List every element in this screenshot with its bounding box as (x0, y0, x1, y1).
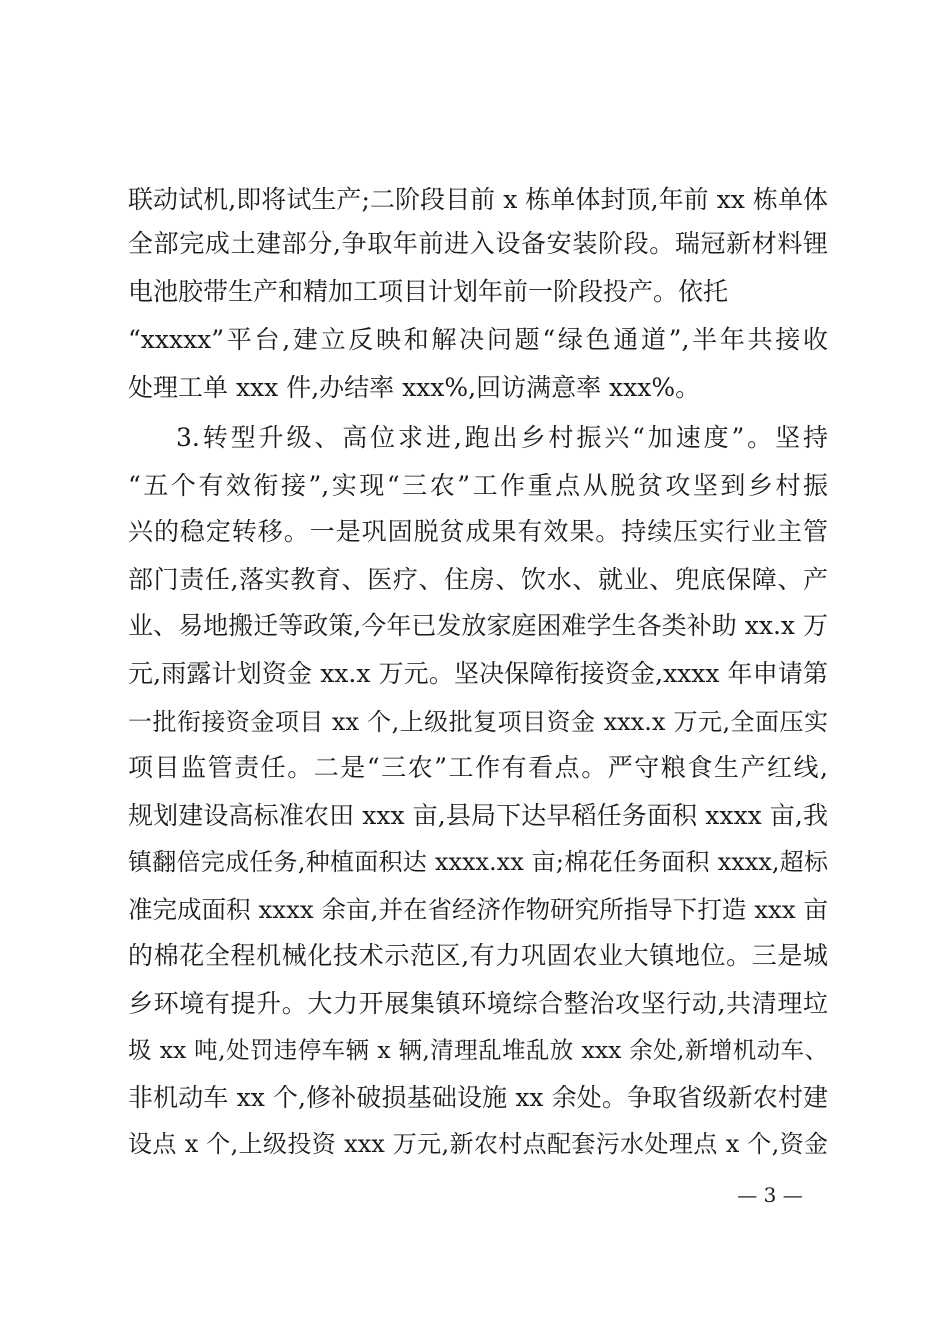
body-text-line: “xxxxx”平台,建立反映和解决问题“绿色通道”,半年共接收 (128, 325, 828, 354)
page-number: — 3 — (737, 1183, 803, 1207)
body-text-line: 非机动车 xx 个,修补破损基础设施 xx 余处。争取省级新农村建 (128, 1083, 828, 1112)
body-text-line: 的棉花全程机械化技术示范区,有力巩固农业大镇地位。三是城 (128, 941, 828, 970)
body-text-line: 处理工单 xxx 件,办结率 xxx%,回访满意率 xxx%。 (128, 373, 701, 402)
body-text-line: 圾 xx 吨,处罚违停车辆 x 辆,清理乱堆乱放 xxx 余处,新增机动车、 (128, 1036, 828, 1064)
body-text-line: 兴的稳定转移。一是巩固脱贫成果有效果。持续压实行业主管 (128, 517, 828, 546)
body-text-line: 全部完成土建部分,争取年前进入设备安装阶段。瑞冠新材料锂 (128, 229, 828, 258)
body-text-line: 规划建设高标准农田 xxx 亩,县局下达早稻任务面积 xxxx 亩,我 (128, 801, 828, 830)
body-text-line: 准完成面积 xxxx 余亩,并在省经济作物研究所指导下打造 xxx 亩 (128, 895, 828, 924)
body-text-line: 乡环境有提升。大力开展集镇环境综合整治攻坚行动,共清理垃 (128, 989, 828, 1018)
body-text-line: 项目监管责任。二是“三农”工作有看点。严守粮食生产红线, (128, 753, 828, 782)
body-text-line: 业、易地搬迁等政策,今年已发放家庭困难学生各类补助 xx.x 万 (128, 611, 828, 640)
body-text-line: “五个有效衔接”,实现“三农”工作重点从脱贫攻坚到乡村振 (128, 471, 828, 500)
body-text-line: 电池胶带生产和精加工项目计划年前一阶段投产。依托 (128, 277, 729, 306)
body-text-line: 一批衔接资金项目 xx 个,上级批复项目资金 xxx.x 万元,全面压实 (128, 708, 828, 736)
body-text-line: 镇翻倍完成任务,种植面积达 xxxx.xx 亩;棉花任务面积 xxxx,超标 (128, 848, 828, 876)
body-text-line: 联动试机,即将试生产;二阶段目前 x 栋单体封顶,年前 xx 栋单体 (128, 185, 828, 214)
body-text-line: 设点 x 个,上级投资 xxx 万元,新农村点配套污水处理点 x 个,资金 (128, 1130, 828, 1158)
section-heading-line: 3.转型升级、高位求进,跑出乡村振兴“加速度”。坚持 (176, 423, 828, 452)
body-text-line: 部门责任,落实教育、医疗、住房、饮水、就业、兜底保障、产 (128, 565, 828, 594)
body-text-line: 元,雨露计划资金 xx.x 万元。坚决保障衔接资金,xxxx 年申请第 (128, 659, 828, 688)
